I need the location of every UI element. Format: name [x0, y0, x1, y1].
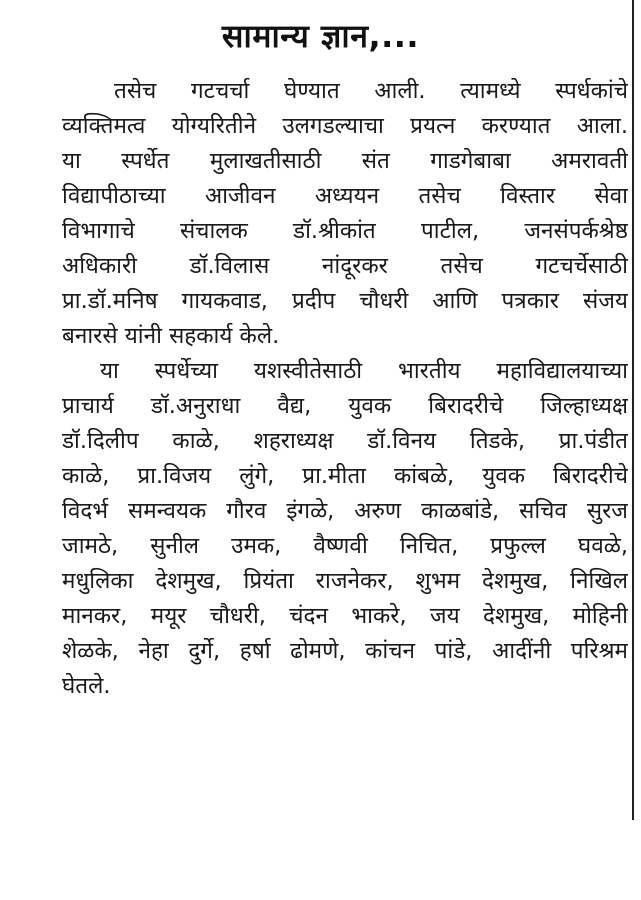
text-line: विदर्भ समन्वयक गौरव इंगळे, अरुण काळबांडे, सचिव सुरज — [62, 498, 628, 524]
text-line: विभागाचे संचालक डॉ.श्रीकांत पाटील, जनसंपर्कश्रेष्ठ — [62, 218, 628, 244]
paragraph-1 — [62, 74, 628, 354]
text-line: मधुलिका देशमुख, प्रियंता राजनेकर, शुभम देशमुख, निखिल — [62, 568, 628, 594]
text-line: घेतले. — [62, 673, 111, 699]
text-line: शेळके, नेहा दुर्गे, हर्षा ढोमणे, कांचन पांडे, आदींनी परिश्रम — [62, 638, 628, 664]
headline: सामान्य ज्ञान,... — [221, 17, 420, 55]
text-line: तसेच गटचर्चा घेण्यात आली. त्यामध्ये स्पर्धकांचे — [114, 78, 628, 104]
text-line: काळे, प्रा.विजय लुंगे, प्रा.मीता कांबळे, युवक बिरादरीचे — [62, 463, 628, 489]
text-line: विद्यापीठाच्या आजीवन अध्ययन तसेच विस्तार सेवा — [62, 183, 628, 209]
text-line: प्रा.डॉ.मनिष गायकवाड, प्रदीप चौधरी आणि पत्रकार संजय — [62, 288, 628, 314]
text-line: मानकर, मयूर चौधरी, चंदन भाकरे, जय देशमुख, मोहिनी — [62, 603, 628, 629]
article-body — [62, 74, 628, 704]
text-line: अधिकारी डॉ.विलास नांदूरकर तसेच गटचर्चेसाठी — [62, 253, 628, 279]
text-line: या स्पर्धेच्या यशस्वीतेसाठी भारतीय महाविद्यालयाच्या — [100, 358, 628, 384]
text-line: डॉ.दिलीप काळे, शहराध्यक्ष डॉ.विनय तिडके, प्रा.पंडीत — [62, 428, 628, 454]
text-line: व्यक्तिमत्व योग्यरितीने उलगडल्याचा प्रयत्न करण्यात आला. — [62, 113, 628, 139]
text-line: बनारसे यांनी सहकार्य केले. — [62, 323, 280, 349]
text-line: या स्पर्धेत मुलाखतीसाठी संत गाडगेबाबा अमरावती — [62, 148, 628, 174]
column-rule — [632, 0, 634, 820]
text-line: जामठे, सुनील उमक, वैष्णवी निचित, प्रफुल्ल घवळे, — [62, 533, 628, 559]
paragraph-2 — [62, 354, 628, 704]
text-line: प्राचार्य डॉ.अनुराधा वैद्य, युवक बिरादरीचे जिल्हाध्यक्ष — [62, 393, 628, 419]
